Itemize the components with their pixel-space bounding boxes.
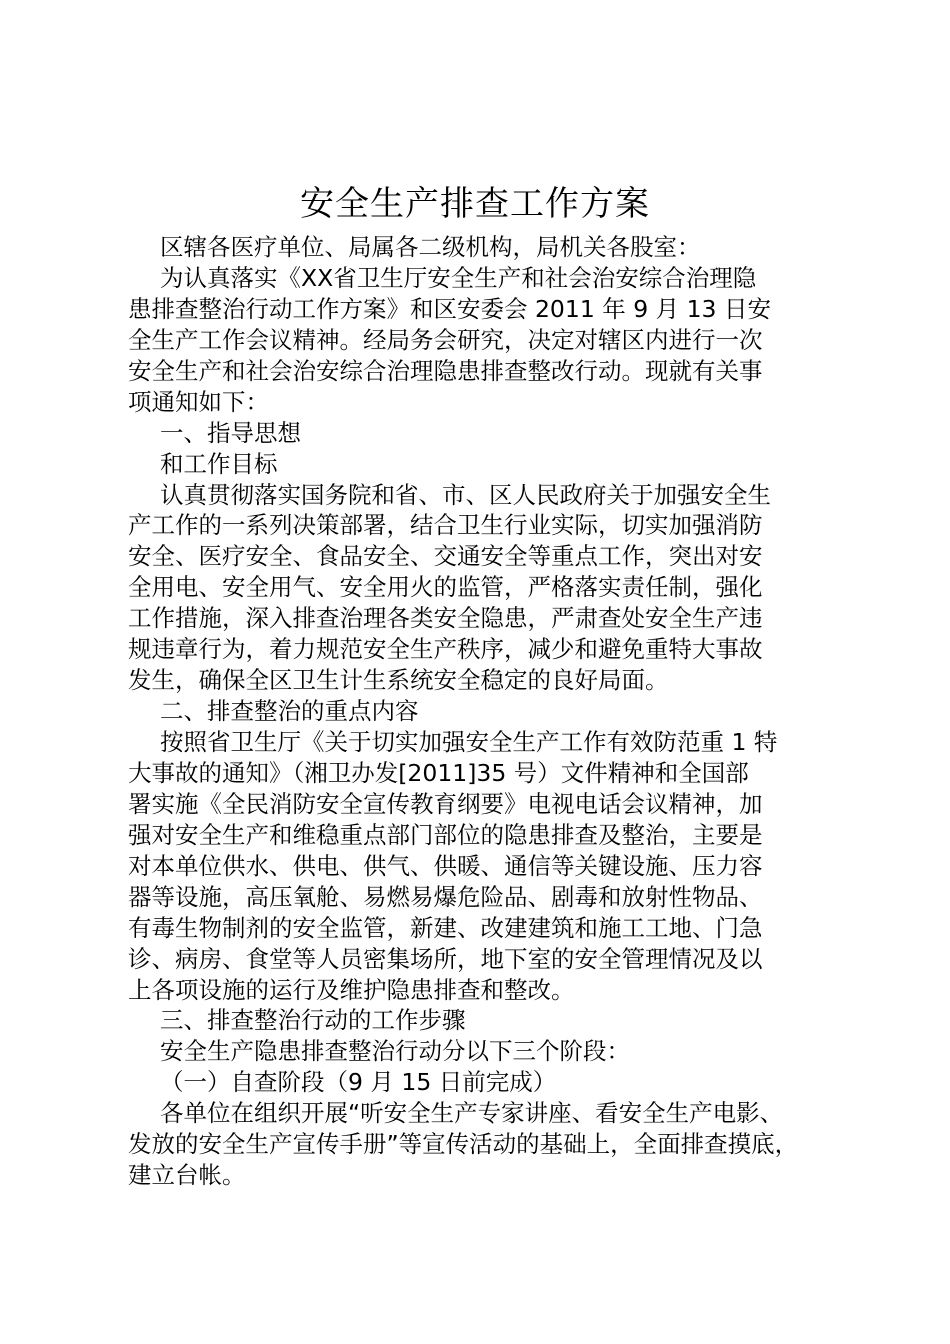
body-line: 二、排查整治的重点内容 — [160, 697, 419, 726]
body-line: 各单位在组织开展“听安全生产专家讲座、看安全生产电影、 — [160, 1099, 784, 1128]
body-line: 诊、病房、食堂等人员密集场所，地下室的安全管理情况及以 — [128, 944, 763, 973]
body-line: 强对安全生产和维稳重点部门部位的隐患排查及整治，主要是 — [128, 820, 763, 849]
body-line: 一、指导思想 — [160, 418, 301, 447]
body-line: 发放的安全生产宣传手册”等宣传活动的基础上，全面排查摸底， — [128, 1130, 799, 1159]
body-line: 认真贯彻落实国务院和省、市、区人民政府关于加强安全生 — [160, 480, 771, 509]
body-line: 大事故的通知》（湘卫办发[2011]35 号）文件精神和全国部 — [128, 758, 749, 787]
body-line: 按照省卫生厅《关于切实加强安全生产工作有效防范重 1 特 — [160, 728, 778, 756]
body-line: 全生产工作会议精神。经局务会研究，决定对辖区内进行一次 — [128, 325, 763, 354]
body-line: 为认真落实《XX省卫生厅安全生产和社会治安综合治理隐 — [160, 263, 757, 292]
body-line: 建立台帐。 — [128, 1161, 246, 1190]
body-line: 发生，确保全区卫生计生系统安全稳定的良好局面。 — [128, 666, 669, 695]
document-body — [128, 232, 868, 1191]
body-line: 规违章行为，着力规范安全生产秩序，减少和避免重特大事故 — [128, 635, 763, 664]
body-line: 工作措施，深入排查治理各类安全隐患，严肃查处安全生产违 — [128, 604, 763, 633]
body-line: 对本单位供水、供电、供气、供暖、通信等关键设施、压力容 — [128, 851, 763, 880]
body-line: 上各项设施的运行及维护隐患排查和整改。 — [128, 975, 575, 1004]
body-line: 患排查整治行动工作方案》和区安委会 2011 年 9 月 13 日安 — [128, 294, 771, 323]
body-line: 三、排查整治行动的工作步骤 — [160, 1006, 466, 1035]
document-title: 安全生产排查工作方案 — [300, 184, 650, 224]
body-line: 区辖各医疗单位、局属各二级机构，局机关各股室： — [160, 233, 701, 261]
body-line: 和工作目标 — [160, 449, 278, 478]
body-line: 有毒生物制剂的安全监管，新建、改建建筑和施工工地、门急 — [128, 913, 763, 942]
body-line: 署实施《全民消防安全宣传教育纲要》电视电话会议精神，加 — [128, 789, 763, 818]
body-line: 器等设施，高压氧舱、易燃易爆危险品、剧毒和放射性物品、 — [128, 882, 763, 911]
body-line: 产工作的一系列决策部署，结合卫生行业实际，切实加强消防 — [128, 511, 763, 540]
body-line: 项通知如下： — [128, 387, 269, 416]
body-line: 安全、医疗安全、食品安全、交通安全等重点工作，突出对安 — [128, 542, 763, 571]
body-line: （一）自查阶段（9 月 15 日前完成） — [160, 1068, 557, 1097]
body-line: 安全生产隐患排查整治行动分以下三个阶段： — [160, 1037, 630, 1066]
body-line: 全用电、安全用气、安全用火的监管，严格落实责任制，强化 — [128, 573, 763, 602]
body-line: 安全生产和社会治安综合治理隐患排查整改行动。现就有关事 — [128, 356, 763, 385]
